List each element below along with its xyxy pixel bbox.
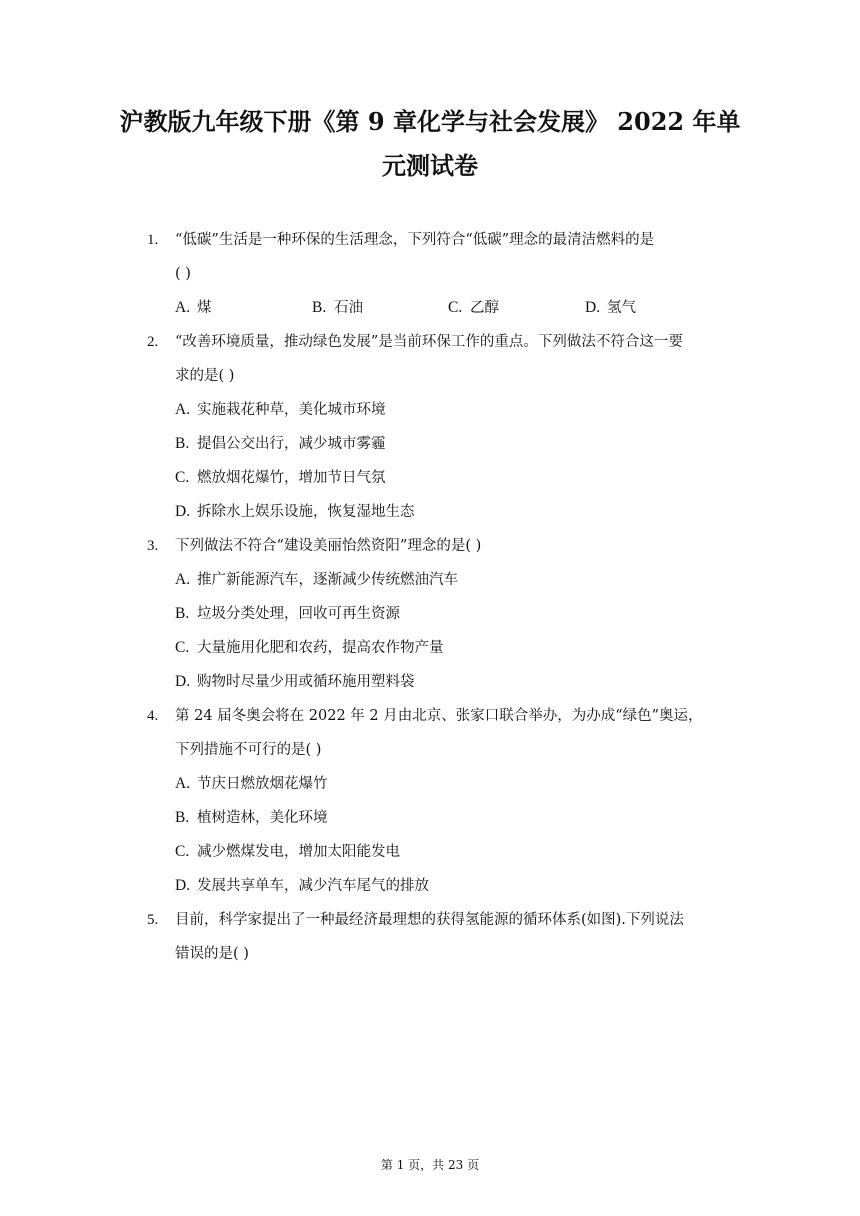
question-number: 3. [147, 538, 159, 554]
option-text: 推广新能源汽车，逐渐减少传统燃油汽车 [197, 572, 458, 588]
option-letter: B. [175, 605, 190, 622]
option-letter: C. [175, 843, 190, 860]
option-letter: C. [175, 639, 190, 656]
option-text: 植树造林，美化环境 [197, 810, 328, 826]
option-c [175, 639, 444, 657]
option-text: 氢气 [607, 300, 636, 316]
option-text: 煤 [197, 300, 212, 316]
question-stem-line: “低碳”生活是一种环保的生活理念，下列符合“低碳”理念的最清洁燃料的是 [175, 232, 655, 248]
option-b [175, 809, 328, 827]
option-letter: D. [175, 877, 191, 894]
option-letter: C. [175, 469, 190, 486]
option-letter: B. [175, 435, 190, 452]
option-c [175, 469, 386, 487]
option-d [175, 877, 429, 895]
option-d [175, 503, 415, 521]
option-text: 石油 [334, 300, 363, 316]
question-stem-line: “改善环境质量，推动绿色发展”是当前环保工作的重点。下列做法不符合这一要 [175, 334, 683, 350]
question-stem-line: 错误的是( ) [175, 946, 249, 962]
option-letter: A. [175, 401, 191, 418]
option-text: 购物时尽量少用或循环施用塑料袋 [197, 674, 415, 690]
option-a [175, 775, 328, 793]
option-letter: D. [175, 673, 191, 690]
option-c [448, 299, 499, 317]
option-text: 垃圾分类处理，回收可再生资源 [197, 606, 400, 622]
option-letter: D. [175, 503, 191, 520]
question-stem-line: 下列做法不符合“建设美丽怡然资阳”理念的是( ) [175, 538, 482, 554]
option-text: 减少燃煤发电，增加太阳能发电 [197, 844, 400, 860]
option-text: 拆除水上娱乐设施，恢复湿地生态 [197, 504, 415, 520]
option-a [175, 299, 212, 317]
option-text: 发展共享单车，减少汽车尾气的排放 [197, 878, 429, 894]
option-text: 实施栽花种草，美化城市环境 [197, 402, 386, 418]
question-stem-line: ( ) [175, 266, 191, 282]
question-stem-line: 下列措施不可行的是( ) [175, 742, 322, 758]
option-letter: A. [175, 775, 191, 792]
question-number: 2. [147, 334, 159, 350]
option-letter: A. [175, 571, 191, 588]
question-number: 1. [147, 232, 159, 248]
option-text: 提倡公交出行，减少城市雾霾 [197, 436, 386, 452]
option-letter: B. [175, 809, 190, 826]
option-b [312, 299, 363, 317]
question-stem-line: 目前，科学家提出了一种最经济最理想的获得氢能源的循环体系(如图).下列说法 [175, 912, 684, 928]
page-footer: 第 1 页，共 23 页 [380, 1158, 480, 1172]
option-letter: A. [175, 299, 191, 316]
document-title-line-2: 元测试卷 [382, 151, 478, 180]
option-letter: D. [585, 299, 601, 316]
option-letter: B. [312, 299, 327, 316]
option-d [585, 299, 636, 317]
question-stem-line: 第 24 届冬奥会将在 2022 年 2 月由北京、张家口联合举办，为办成“绿色”奥运， [175, 708, 703, 724]
option-a [175, 401, 386, 419]
option-d [175, 673, 415, 691]
question-stem-line: 求的是( ) [175, 368, 235, 384]
option-b [175, 435, 386, 453]
option-a [175, 571, 458, 589]
option-text: 乙醇 [470, 300, 499, 316]
option-c [175, 843, 400, 861]
question-number: 4. [147, 708, 159, 724]
option-text: 大量施用化肥和农药，提高农作物产量 [197, 640, 444, 656]
question-number: 5. [147, 912, 159, 928]
document-title-line-1: 沪教版九年级下册《第 9 章化学与社会发展》 2022 年单 [119, 107, 741, 136]
option-b [175, 605, 400, 623]
option-text: 节庆日燃放烟花爆竹 [197, 776, 328, 792]
option-letter: C. [448, 299, 463, 316]
option-text: 燃放烟花爆竹，增加节日气氛 [197, 470, 386, 486]
